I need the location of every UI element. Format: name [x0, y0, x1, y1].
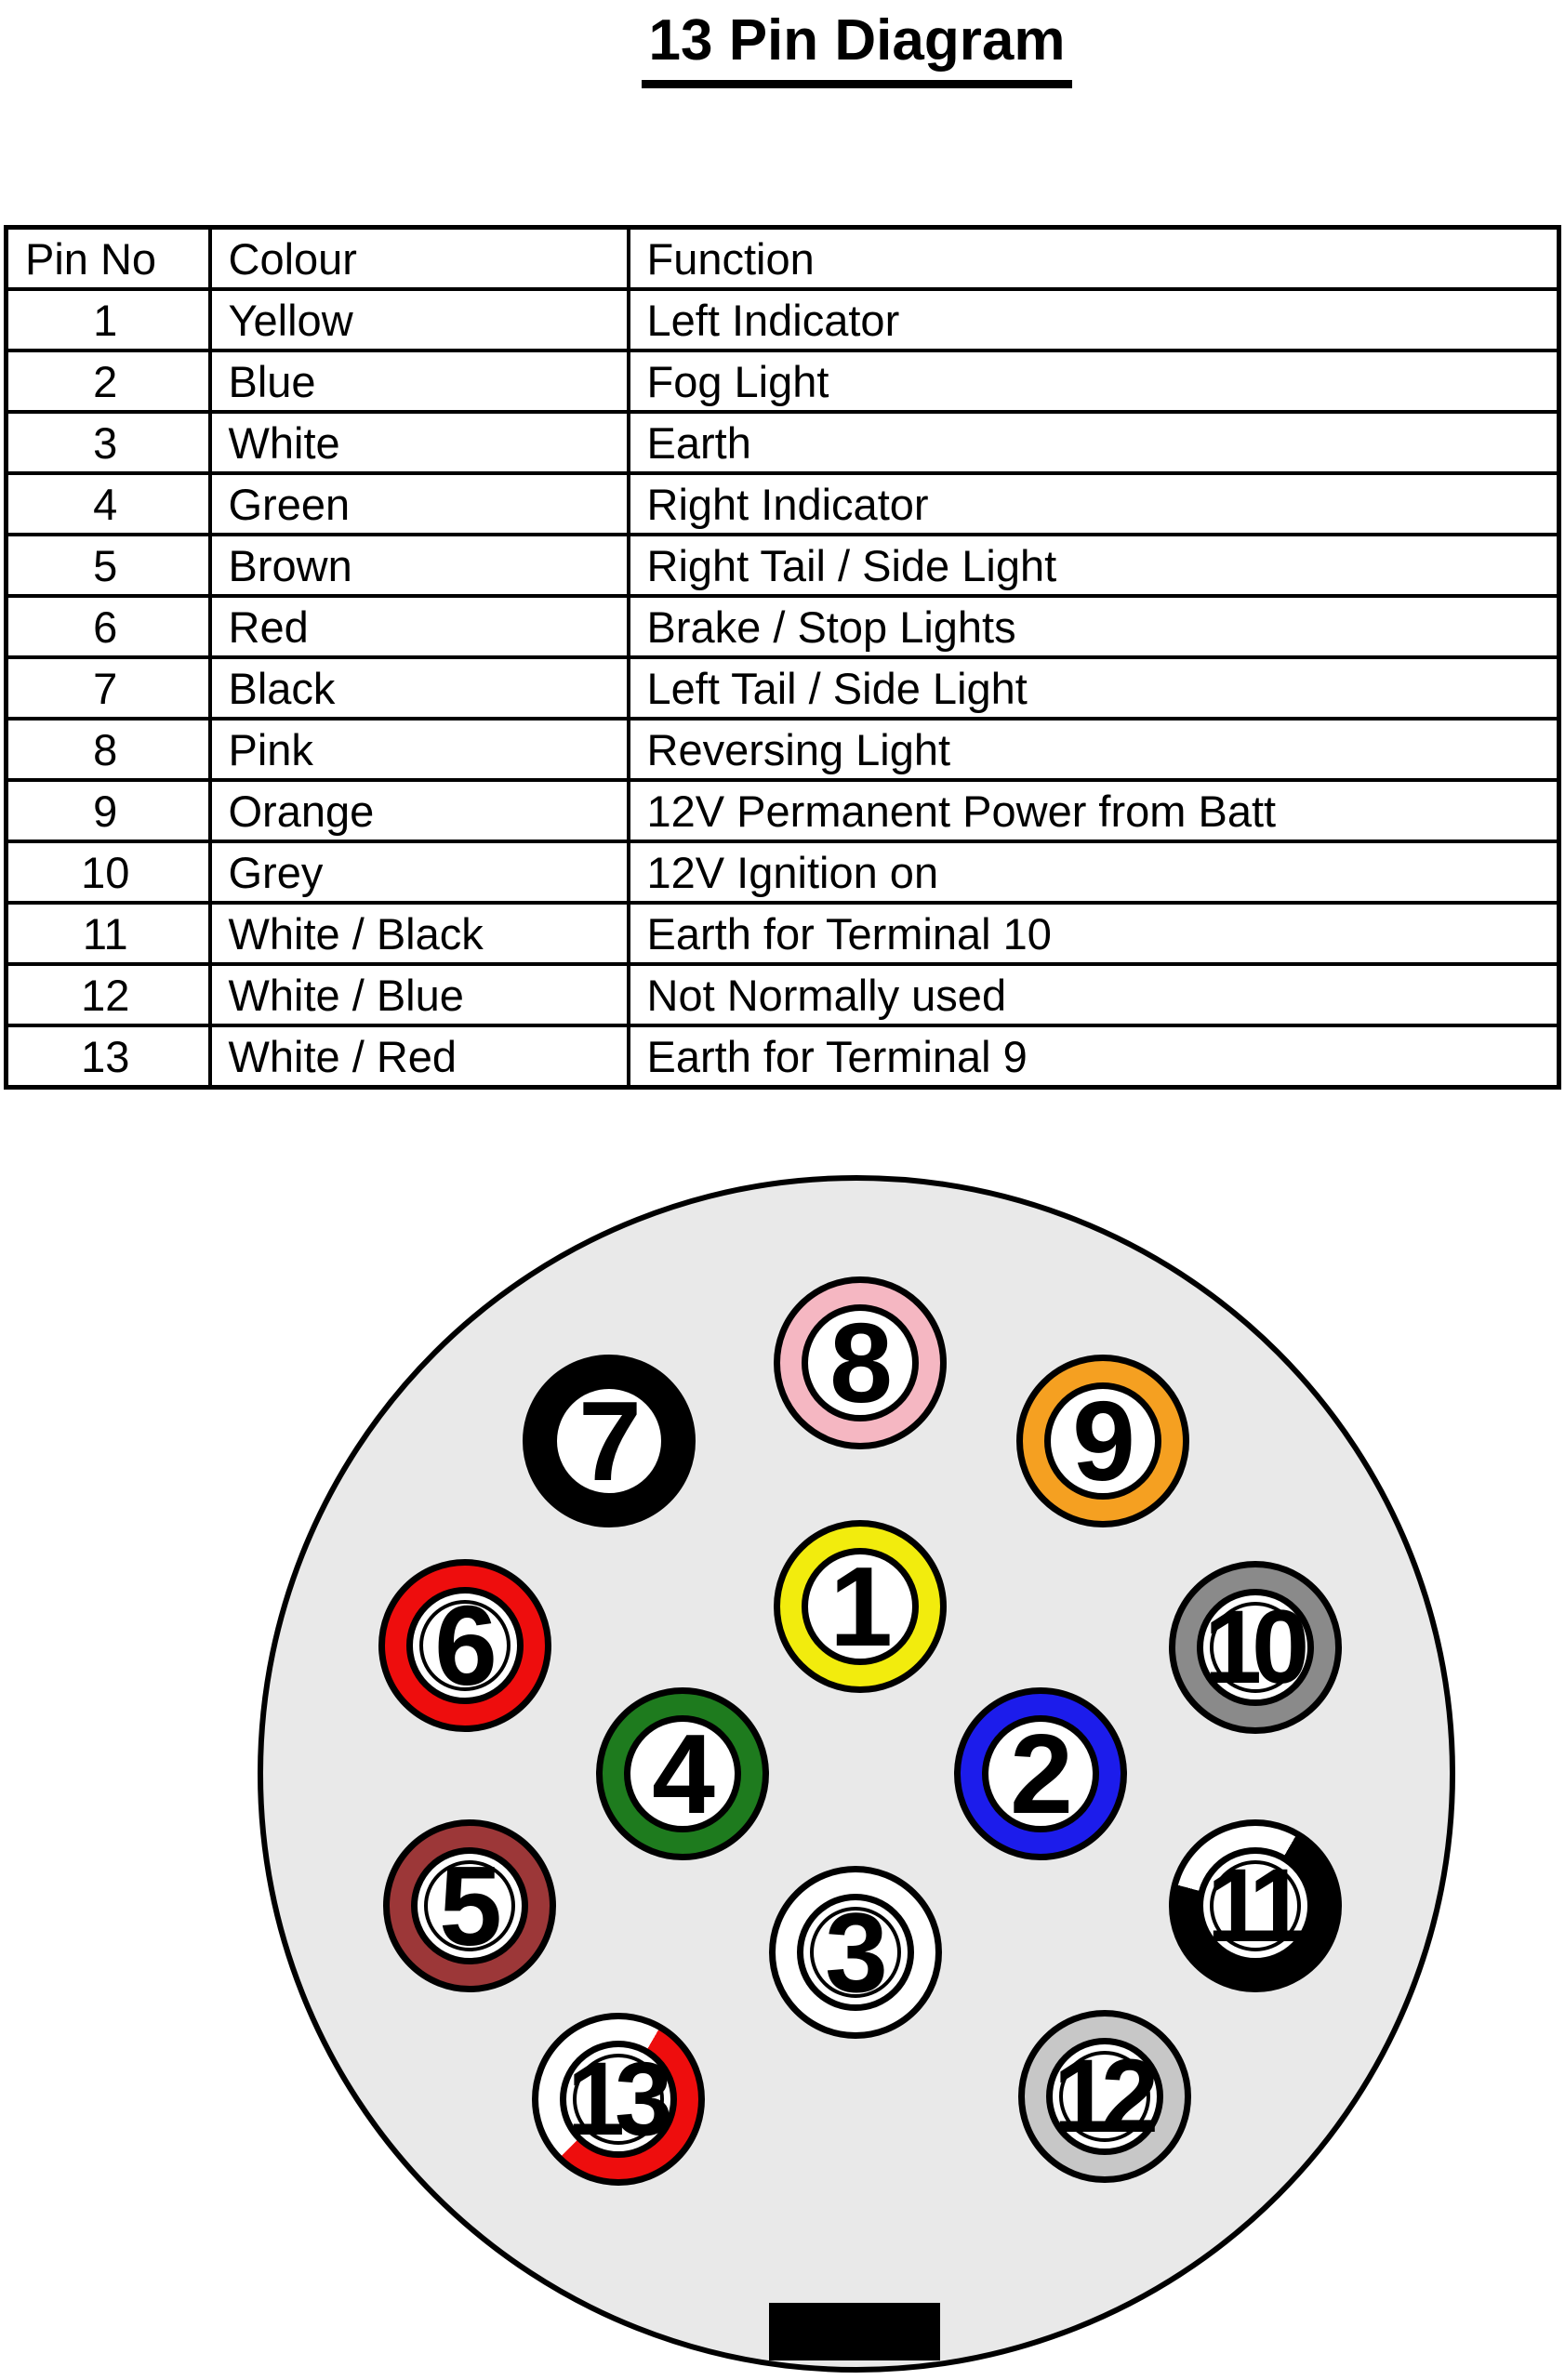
pin-number: 8: [829, 1300, 891, 1426]
pin-core: [797, 1889, 914, 2016]
function-cell: Fog Light: [629, 350, 1559, 412]
pin-core: [982, 1711, 1099, 1837]
table-row: [7, 903, 1559, 964]
pin-no-cell: 1: [7, 289, 210, 350]
colour-cell: White / Blue: [210, 964, 629, 1025]
pin-number: 4: [652, 1711, 713, 1837]
function-cell: Right Indicator: [629, 473, 1559, 535]
colour-cell: Yellow: [210, 289, 629, 350]
pin-number: 7: [578, 1378, 640, 1504]
pin-9: [1016, 1355, 1189, 1527]
function-cell: Left Indicator: [629, 289, 1559, 350]
pin-6: [378, 1559, 551, 1732]
colour-cell: White / Red: [210, 1025, 629, 1088]
pin-1: [774, 1520, 947, 1693]
pin-core: [802, 1300, 919, 1426]
pin-7: [523, 1355, 696, 1527]
pin-no-cell: 11: [7, 903, 210, 964]
column-header-pin-no: Pin No: [7, 228, 210, 290]
pin-number: 11: [1206, 1847, 1297, 1964]
pin-3: [769, 1866, 942, 2039]
colour-cell: Red: [210, 596, 629, 657]
table-header-row: [7, 228, 1559, 290]
pin-number: 9: [1072, 1378, 1134, 1504]
column-header-function: Function: [629, 228, 1559, 290]
pin-core: [1197, 1847, 1314, 1964]
table-row: [7, 964, 1559, 1025]
table-row: [7, 657, 1559, 719]
pin-number: 2: [1010, 1711, 1071, 1837]
pin-core: [560, 2041, 677, 2158]
pin-number: 5: [439, 1843, 500, 1969]
column-header-colour: Colour: [210, 228, 629, 290]
table-body: [7, 289, 1559, 1088]
pin-no-cell: 12: [7, 964, 210, 1025]
pin-number: 6: [434, 1582, 496, 1709]
pin-8: [774, 1276, 947, 1449]
pin-number: 1: [829, 1543, 891, 1670]
pin-core: [411, 1843, 528, 1969]
pin-no-cell: 8: [7, 719, 210, 780]
function-cell: Brake / Stop Lights: [629, 596, 1559, 657]
table-row: [7, 780, 1559, 841]
function-cell: Earth for Terminal 10: [629, 903, 1559, 964]
pin-core: [802, 1543, 919, 1670]
pin-core: [624, 1711, 741, 1837]
table-row: [7, 841, 1559, 903]
pin-2: [954, 1687, 1127, 1860]
pin-no-cell: 7: [7, 657, 210, 719]
pin-10: [1169, 1561, 1342, 1734]
colour-cell: White / Black: [210, 903, 629, 964]
keyway-notch: [769, 2303, 940, 2360]
pin-no-cell: 5: [7, 535, 210, 596]
pin-no-cell: 3: [7, 412, 210, 473]
table-row: [7, 535, 1559, 596]
pin-5: [383, 1819, 556, 1992]
colour-cell: Brown: [210, 535, 629, 596]
table-row: [7, 289, 1559, 350]
page-title: [0, 7, 1565, 88]
colour-cell: Black: [210, 657, 629, 719]
function-cell: Not Normally used: [629, 964, 1559, 1025]
pin-core: [1197, 1589, 1314, 1706]
function-cell: Earth: [629, 412, 1559, 473]
colour-cell: Green: [210, 473, 629, 535]
pin-4: [596, 1687, 769, 1860]
table-row: [7, 596, 1559, 657]
pin-number: 12: [1053, 2038, 1149, 2154]
pin-core: [550, 1378, 668, 1504]
pin-core: [1044, 1378, 1161, 1504]
pin-12: [1018, 2010, 1191, 2183]
function-cell: 12V Permanent Power from Batt: [629, 780, 1559, 841]
pin-no-cell: 13: [7, 1025, 210, 1088]
table-row: [7, 412, 1559, 473]
function-cell: Left Tail / Side Light: [629, 657, 1559, 719]
colour-cell: Blue: [210, 350, 629, 412]
function-cell: Right Tail / Side Light: [629, 535, 1559, 596]
table-row: [7, 350, 1559, 412]
table-row: [7, 719, 1559, 780]
pin-11: [1169, 1819, 1342, 1992]
function-cell: Reversing Light: [629, 719, 1559, 780]
colour-cell: Pink: [210, 719, 629, 780]
pin-no-cell: 4: [7, 473, 210, 535]
pin-core: [1046, 2038, 1163, 2155]
pin-core: [406, 1582, 524, 1709]
colour-cell: Grey: [210, 841, 629, 903]
pin-no-cell: 9: [7, 780, 210, 841]
table-row: [7, 1025, 1559, 1088]
colour-cell: Orange: [210, 780, 629, 841]
table-row: [7, 473, 1559, 535]
pin-number: 3: [825, 1889, 886, 2016]
function-cell: 12V Ignition on: [629, 841, 1559, 903]
pin-number: 10: [1203, 1589, 1300, 1705]
pin-13: [532, 2013, 705, 2186]
colour-cell: White: [210, 412, 629, 473]
pin-function-table: [4, 225, 1561, 1090]
pin-no-cell: 6: [7, 596, 210, 657]
pin-number: 13: [566, 2041, 663, 2157]
pin-no-cell: 2: [7, 350, 210, 412]
page-title-text: 13 Pin Diagram: [642, 7, 1073, 88]
pin-no-cell: 10: [7, 841, 210, 903]
function-cell: Earth for Terminal 9: [629, 1025, 1559, 1088]
